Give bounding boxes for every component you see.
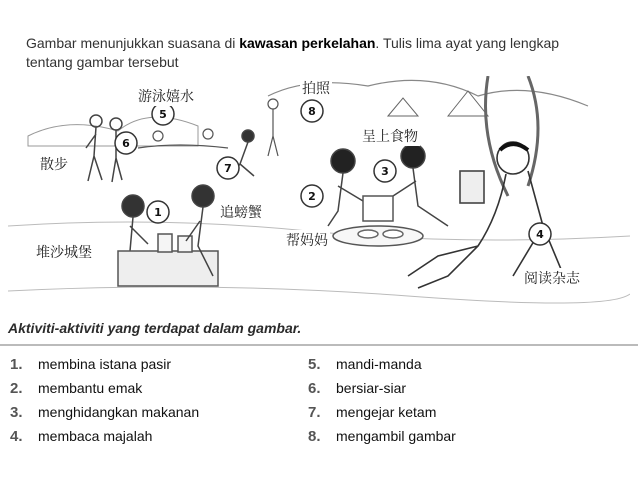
list-item [308,352,608,376]
item-text: menghidangkan makanan [38,404,200,420]
family-figure [328,144,448,246]
list-item [10,352,300,376]
instruction-part-2: . Tulis lima ayat yang lengkap tentang gambar tersebut [26,35,560,70]
badge-3: 3 [381,165,389,178]
list-item [308,424,608,448]
label-swim: 游泳嬉水 [136,86,196,106]
sandcastle-figure [118,185,218,286]
badge-8: 8 [308,105,316,118]
item-number: 3. [10,403,23,421]
instruction-highlight: kawasan perkelahan [239,35,376,51]
section-title: Aktiviti-aktiviti yang terdapat dalam gambar. [8,320,302,336]
activity-list-left [10,352,300,448]
label-sandcastle: 堆沙城堡 [34,242,94,262]
list-item [10,424,300,448]
label-serve-food: 呈上食物 [360,126,420,146]
label-stroll: 散步 [38,154,70,174]
label-photo: 拍照 [300,78,332,98]
item-text: mandi-manda [336,356,422,372]
badge-2: 2 [308,190,316,203]
list-item [308,376,608,400]
label-chase-crab: 追螃蟹 [218,202,264,222]
activity-list-right [308,352,608,448]
badge-6: 6 [122,137,130,150]
list-item [10,400,300,424]
badge-7: 7 [224,162,232,175]
item-number: 8. [308,427,321,445]
instruction-part-1: Gambar menunjukkan suasana di [26,35,240,51]
item-text: mengambil gambar [336,428,456,444]
label-help-mom: 帮妈妈 [284,230,330,250]
list-item [308,400,608,424]
item-number: 2. [10,379,23,397]
item-text: membaca majalah [38,428,153,444]
item-number: 7. [308,403,321,421]
item-number: 4. [10,427,23,445]
item-text: mengejar ketam [336,404,437,420]
badge-4: 4 [536,228,544,241]
badge-1: 1 [154,206,162,219]
divider [0,344,638,346]
instruction-text [26,34,606,72]
item-number: 1. [10,355,23,373]
badge-5: 5 [159,108,167,121]
item-text: bersiar-siar [336,380,407,396]
list-item [10,376,300,400]
item-number: 5. [308,355,321,373]
item-number: 6. [308,379,321,397]
item-text: membina istana pasir [38,356,172,372]
label-read-magazine: 阅读杂志 [522,268,582,288]
item-text: membantu emak [38,380,143,396]
